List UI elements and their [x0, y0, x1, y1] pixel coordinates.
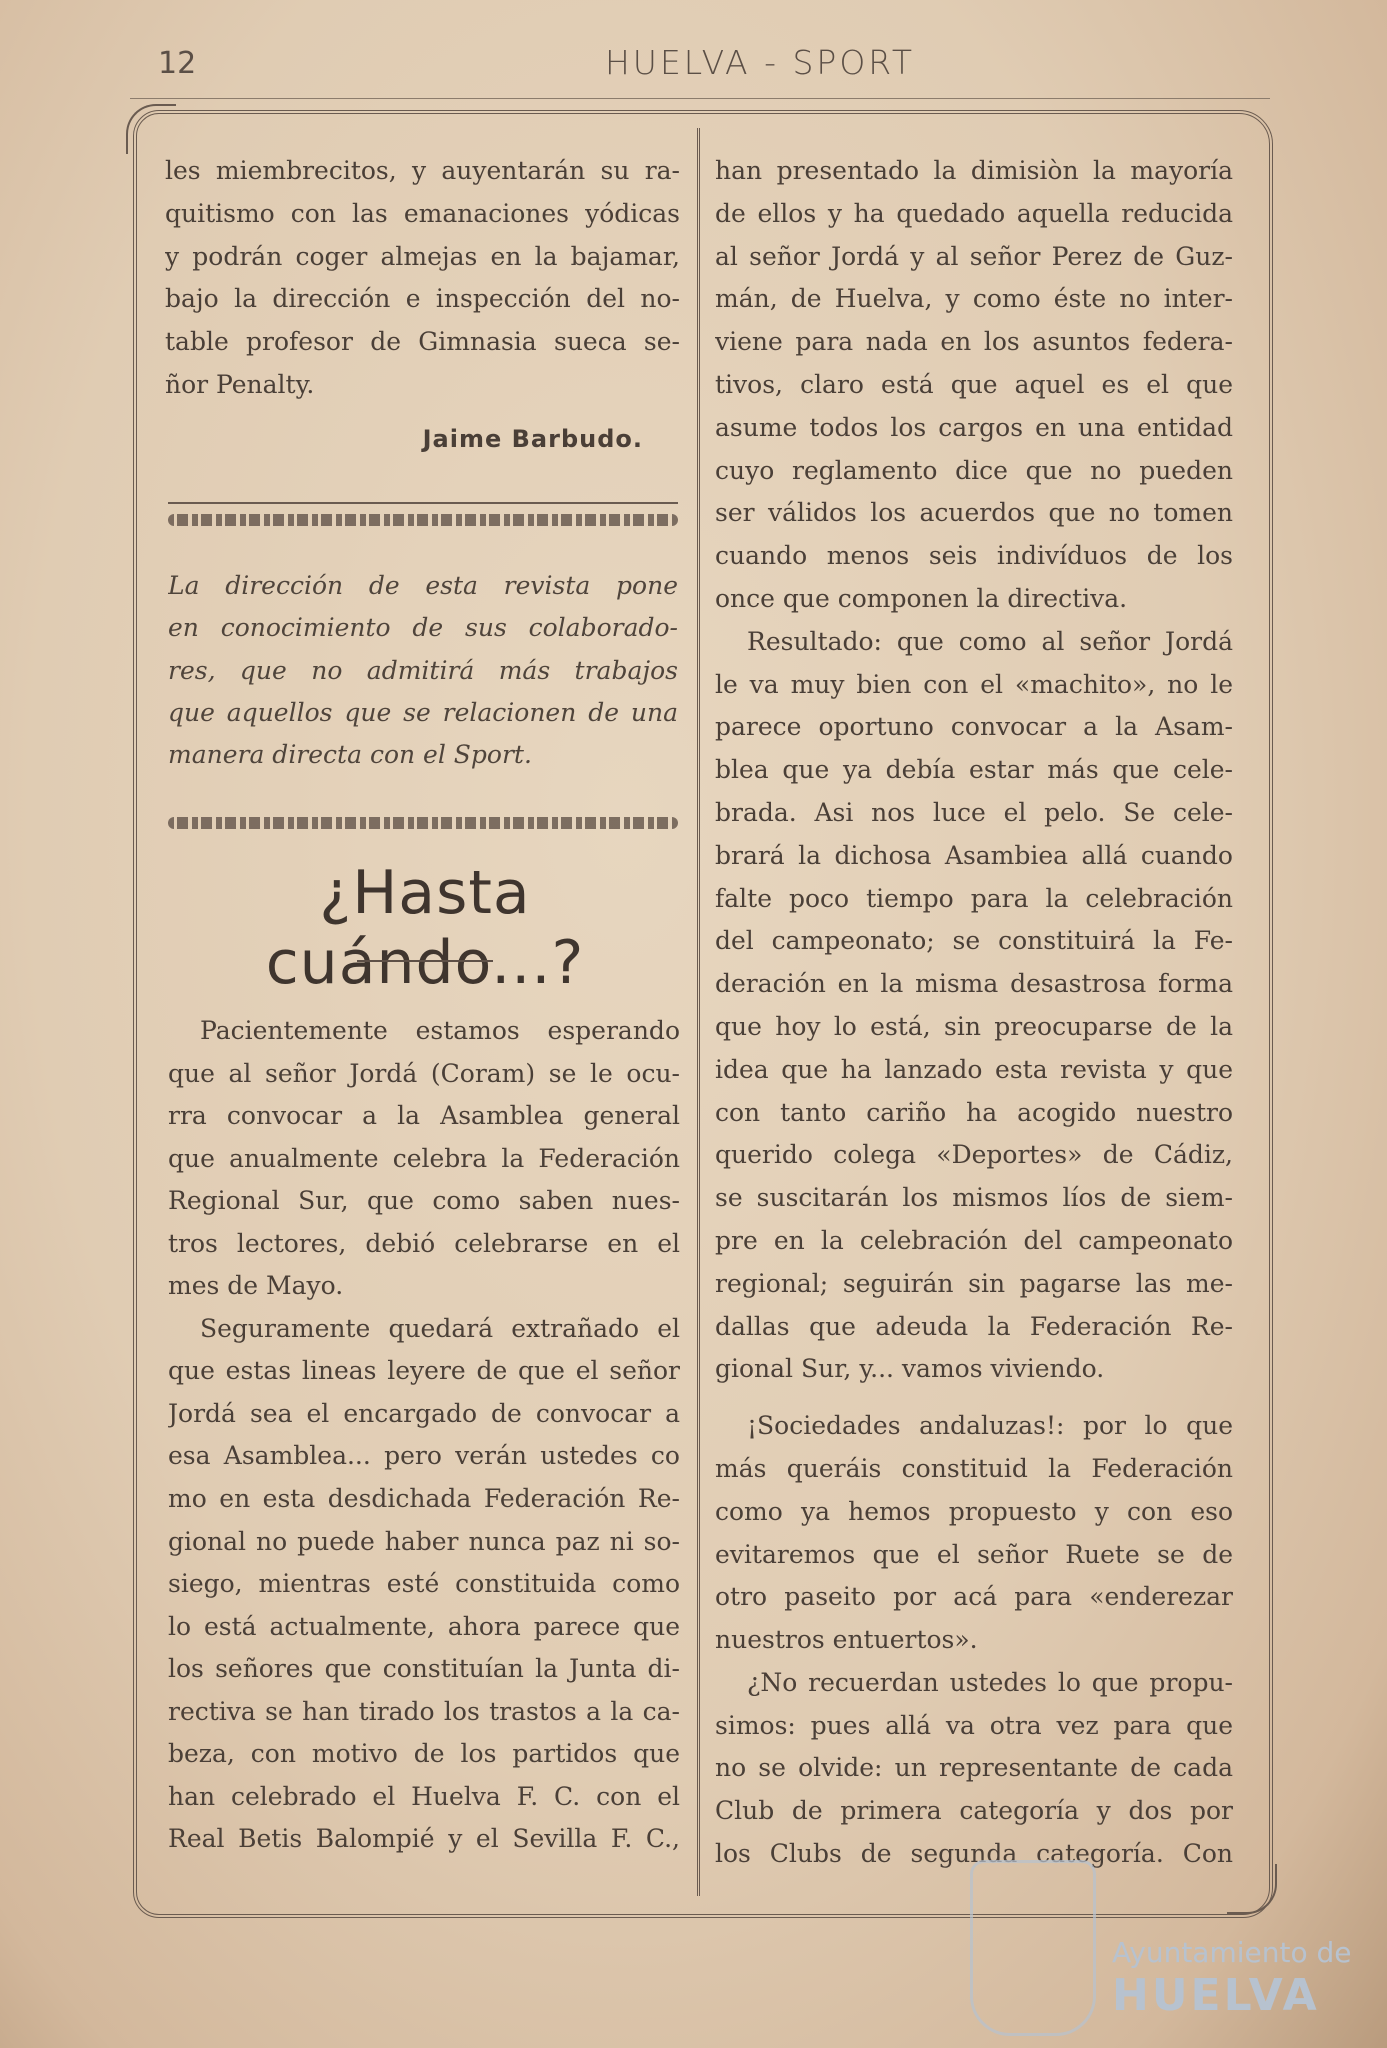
section-rule	[168, 502, 678, 504]
headline-underline	[357, 960, 493, 962]
text-line: que anualmente celebra la Federación	[168, 1143, 680, 1173]
text-line: les miembrecitos, y auyentarán su ra-	[165, 156, 680, 185]
page-header	[130, 38, 1270, 99]
text-line: mán, de Huelva, y como éste no inter-	[715, 284, 1233, 314]
article-body-left	[168, 1010, 680, 1861]
text-line: Club de primera categoría y dos por	[715, 1796, 1233, 1826]
text-line: brará la dichosa Asambiea allá cuando	[715, 840, 1233, 870]
text-line: brada. Asi nos luce el pelo. Se cele-	[715, 797, 1233, 827]
text-line: gional Sur, y... vamos viviendo.	[715, 1354, 1105, 1384]
running-title: HUELVA - SPORT	[604, 43, 915, 82]
text-line: los Clubs de segunda categoría. Con	[715, 1839, 1233, 1869]
text-line: idea que ha lanzado esta revista y que	[715, 1054, 1233, 1084]
notice-line: que aquellos que se relacionen de una	[168, 697, 678, 727]
editorial-notice	[168, 565, 678, 776]
text-line: evitaremos que el señor Ruete se de	[715, 1539, 1233, 1569]
text-line: los señores que constituían la Junta di-	[168, 1654, 680, 1684]
text-line: de ellos y ha quedado aquella reducida	[715, 198, 1233, 228]
text-line: deración en la misma desastrosa forma	[715, 969, 1233, 999]
text-line: simos: pues allá va otra vez para que	[715, 1710, 1233, 1740]
text-line: Real Betis Balompié y el Sevilla F. C.,	[168, 1824, 680, 1854]
text-line: más queráis constituid la Federación	[715, 1453, 1233, 1483]
coat-of-arms-icon	[970, 1860, 1096, 2036]
text-line: Pacientemente estamos esperando	[200, 1016, 680, 1045]
text-line: Resultado: que como al señor Jordá	[747, 626, 1233, 656]
text-line: table profesor de Gimnasia sueca se-	[165, 327, 680, 357]
text-line: ¡Sociedades andaluzas!: por lo que	[747, 1411, 1233, 1441]
text-line: rra convocar a la Asamblea general	[168, 1101, 680, 1131]
article-headline: ¿Hasta cuándo...?	[265, 858, 585, 998]
column-divider	[697, 128, 700, 1896]
text-line: bajo la dirección e inspección del no-	[165, 284, 680, 314]
text-line: parece oportuno convocar a la Asam-	[715, 712, 1233, 742]
notice-line: La dirección de esta revista pone	[168, 571, 678, 600]
text-line: tros lectores, debió celebrarse en el	[168, 1228, 680, 1258]
author-signature: Jaime Barbudo.	[422, 425, 643, 453]
text-line: que hoy lo está, sin preocuparse de la	[715, 1011, 1233, 1041]
text-line: le va muy bien con el «machito», no le	[715, 669, 1233, 699]
text-line: mes de Mayo.	[168, 1271, 344, 1301]
text-line: esa Asamblea... pero verán ustedes co	[168, 1441, 680, 1471]
text-line: quitismo con las emanaciones yódicas	[165, 198, 680, 228]
notice-line: res, que no admitirá más trabajos	[168, 655, 678, 685]
text-line: once que componen la directiva.	[715, 583, 1128, 613]
chain-ornament-divider	[168, 514, 678, 526]
text-line: gional no puede haber nunca paz ni so-	[168, 1526, 680, 1556]
archive-watermark	[970, 1860, 1352, 2030]
text-line: rectiva se han tirado los trastos a la ca-	[168, 1696, 680, 1726]
text-line: como ya hemos propuesto y con eso	[715, 1496, 1233, 1526]
text-line: tivos, claro está que aquel es el que	[715, 369, 1233, 399]
text-line: Jordá sea el encargado de convocar a	[168, 1398, 680, 1428]
text-line: beza, con motivo de los partidos que	[168, 1739, 680, 1769]
left-column-continuation	[165, 150, 680, 407]
text-line: nuestros entuertos».	[715, 1625, 978, 1655]
text-line: blea que ya debía estar más que cele-	[715, 755, 1233, 785]
chain-ornament-divider	[168, 817, 678, 829]
text-line: asume todos los cargos en una entidad	[715, 412, 1233, 442]
text-line: ñor Penalty.	[165, 369, 315, 399]
text-line: cuando menos seis indivíduos de los	[715, 541, 1233, 571]
text-line: dallas que adeuda la Federación Re-	[715, 1311, 1233, 1341]
text-line: Regional Sur, que como saben nues-	[168, 1186, 680, 1216]
text-line: con tanto cariño ha acogido nuestro	[715, 1097, 1233, 1127]
text-line: y podrán coger almejas en la bajamar,	[165, 241, 680, 271]
notice-line: manera directa con el Sport.	[168, 740, 532, 770]
frame-ornament-top-left	[126, 104, 176, 154]
text-line: que estas lineas leyere de que el señor	[168, 1356, 680, 1386]
text-line: han celebrado el Huelva F. C. con el	[168, 1781, 680, 1811]
text-line: regional; seguirán sin pagarse las me-	[715, 1268, 1233, 1298]
text-line: que al señor Jordá (Coram) se le ocu-	[168, 1058, 680, 1088]
paragraph-gap	[715, 1391, 1233, 1405]
watermark-line-2: HUELVA	[1112, 1970, 1320, 2021]
text-line: no se olvide: un representante de cada	[715, 1753, 1233, 1783]
text-line: pre en la celebración del campeonato	[715, 1225, 1233, 1255]
text-line: falte poco tiempo para la celebración	[715, 883, 1233, 913]
text-line: Seguramente quedará extrañado el	[200, 1313, 680, 1343]
article-body-right	[715, 150, 1233, 1876]
text-line: cuyo reglamento dice que no pueden	[715, 455, 1233, 485]
text-line: ¿No recuerdan ustedes lo que propu-	[747, 1667, 1233, 1697]
text-line: querido colega «Deportes» de Cádiz,	[715, 1140, 1233, 1170]
text-line: ser válidos los acuerdos que no tomen	[715, 498, 1233, 528]
text-line: mo en esta desdichada Federación Re-	[168, 1484, 680, 1514]
watermark-line-1: Ayuntamiento de	[1112, 1936, 1352, 1969]
text-line: del campeonato; se constituirá la Fe-	[715, 926, 1233, 956]
text-line: otro paseito por acá para «enderezar	[715, 1582, 1233, 1612]
text-line: al señor Jordá y al señor Perez de Guz-	[715, 241, 1233, 271]
text-line: se suscitarán los mismos líos de siem-	[715, 1183, 1233, 1213]
notice-line: en conocimiento de sus colaborado-	[168, 613, 678, 643]
text-line: han presentado la dimisiòn la mayoría	[715, 156, 1233, 185]
text-line: viene para nada en los asuntos federa-	[715, 327, 1233, 357]
text-line: lo está actualmente, ahora parece que	[168, 1611, 680, 1641]
text-line: siego, mientras esté constituida como	[168, 1569, 680, 1599]
page-number: 12	[158, 46, 197, 81]
